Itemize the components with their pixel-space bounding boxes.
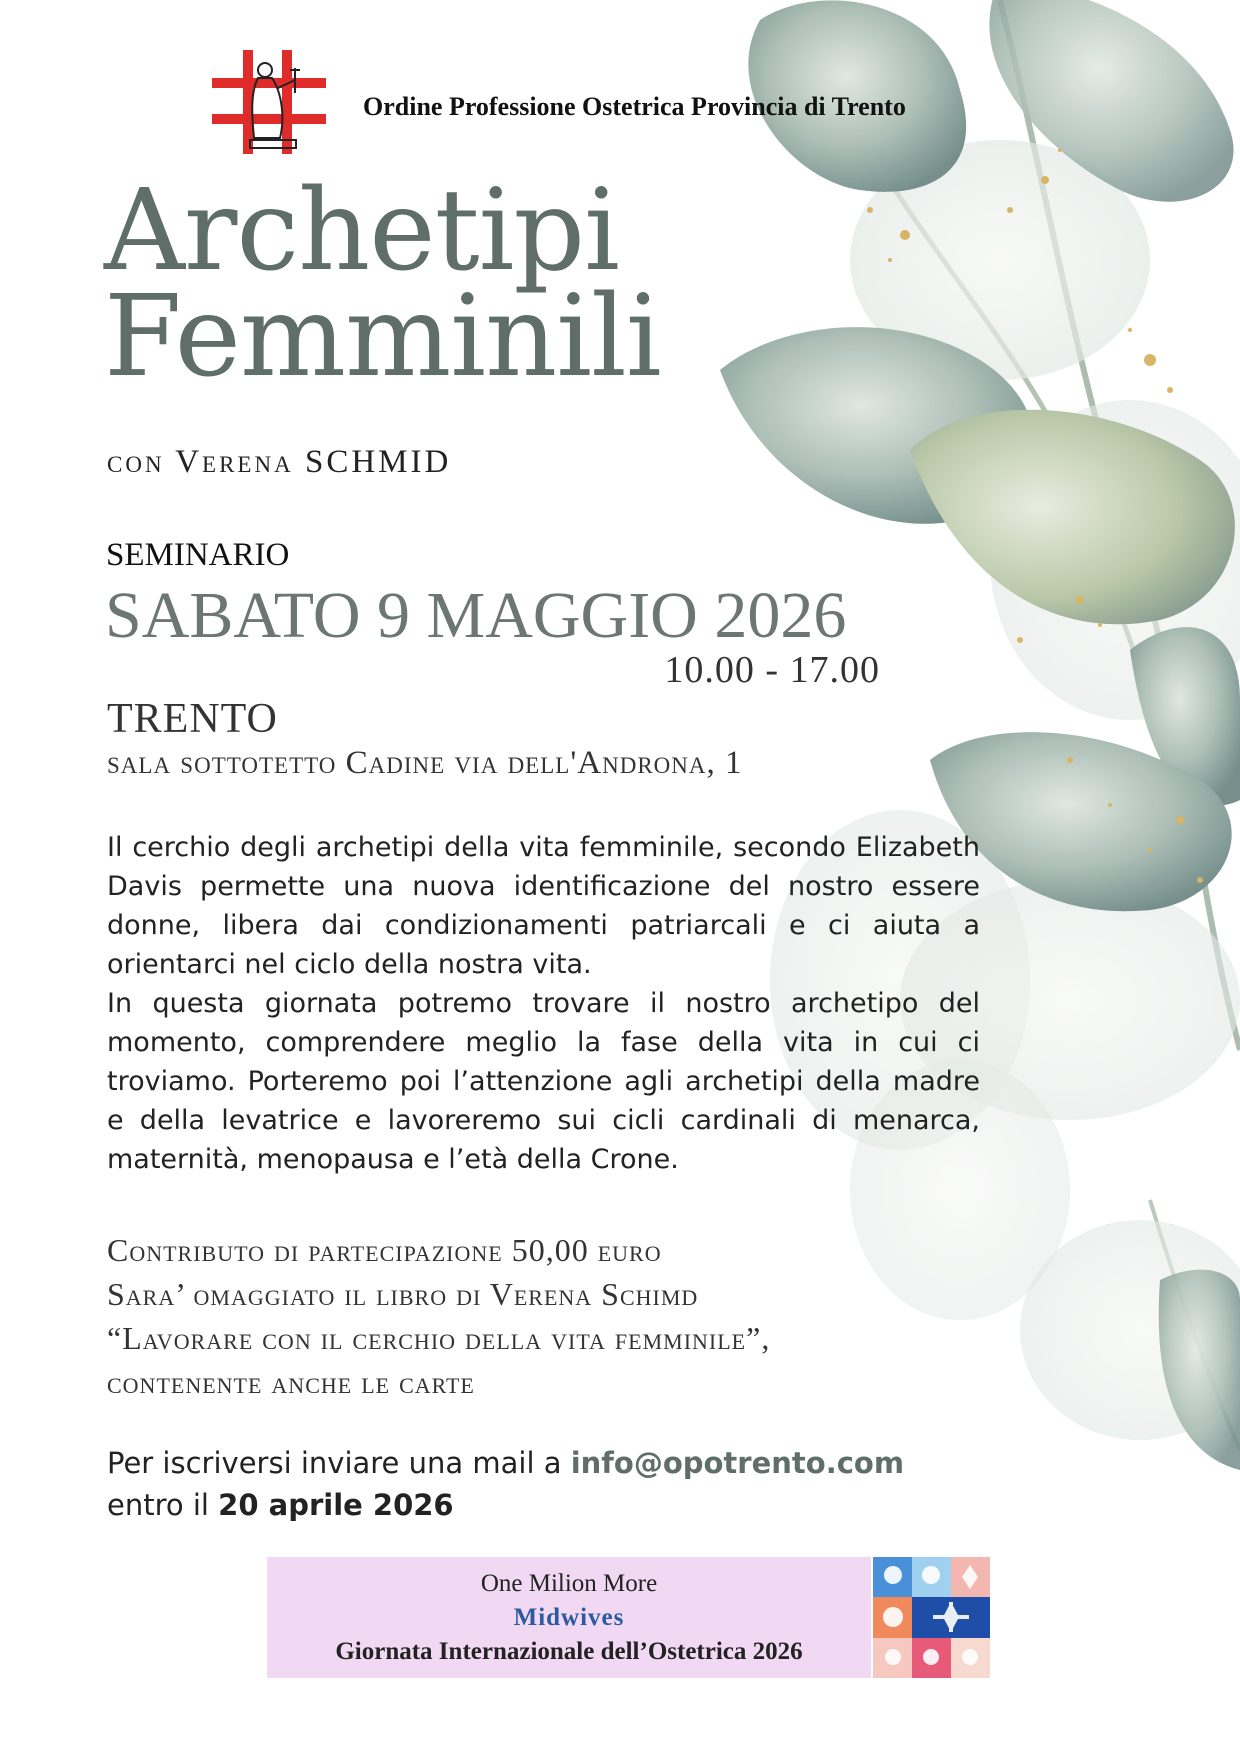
- mosaic-tiles-icon: [873, 1557, 990, 1678]
- banner-line-3: Giornata Internazionale dell’Ostetrica 2026: [335, 1638, 803, 1665]
- event-time: 10.00 - 17.00: [664, 649, 880, 691]
- description-paragraph: Il cerchio degli archetipi della vita femminile, secondo Elizabeth Davis permette una nuova identificazione del nostro essere donne, libera dai condizionamenti patriarcali e ci aiuta a orientarci nel ciclo della nostra vita.: [107, 832, 980, 980]
- contribution-amount: 50,00 euro: [511, 1232, 662, 1268]
- contribution-line: Sara’ omaggiato il libro di Verena Schimd: [107, 1276, 699, 1312]
- speaker-line: [107, 444, 451, 481]
- signup-info: [107, 1442, 904, 1526]
- title-line-2: Femminili: [104, 272, 661, 402]
- contribution-line: “Lavorare con il cerchio della vita femminile”,: [107, 1320, 771, 1356]
- organization-name: Ordine Professione Ostetrica Provincia di Trento: [363, 92, 906, 121]
- contribution-info: [107, 1228, 770, 1404]
- signup-email-link[interactable]: info@opotrento.com: [570, 1446, 905, 1480]
- contribution-line: contenente anche le carte: [107, 1364, 475, 1400]
- contribution-line: [107, 1228, 770, 1272]
- event-date: SABATO 9 MAGGIO 2026: [105, 579, 847, 652]
- deadline-prefix: entro il: [107, 1488, 219, 1522]
- signup-line: [107, 1442, 904, 1484]
- event-description: [107, 828, 980, 1179]
- title-line-1: Archetipi: [104, 166, 619, 296]
- speaker-surname: SCHMID: [304, 444, 452, 480]
- banner-line-2: Midwives: [513, 1604, 625, 1631]
- banner-line-1: One Milion More: [480, 1570, 658, 1597]
- page-title: [104, 166, 661, 402]
- signup-text: Per iscriversi inviare una mail a: [107, 1446, 571, 1480]
- deadline-line: [107, 1484, 904, 1526]
- order-logo-icon: [210, 48, 330, 158]
- event-venue: sala sottotetto Cadine via dell'Androna, 1: [107, 745, 743, 781]
- event-type: SEMINARIO: [106, 537, 290, 573]
- deadline-date: 20 aprile 2026: [218, 1488, 454, 1522]
- contribution-label: Contributo di partecipazione: [107, 1232, 512, 1268]
- midwives-day-banner: [267, 1557, 871, 1678]
- speaker-prefix: con Verena: [107, 444, 294, 480]
- description-paragraph: In questa giornata potremo trovare il nostro archetipo del momento, comprendere meglio la fase della vita in cui ci troviamo. Porteremo poi l’attenzione agli archetipi della madre e della levatrice e lavoreremo sui cicli cardinali di menarca, maternità, menopausa e l’età della Crone.: [107, 988, 980, 1175]
- event-city: TRENTO: [107, 696, 278, 742]
